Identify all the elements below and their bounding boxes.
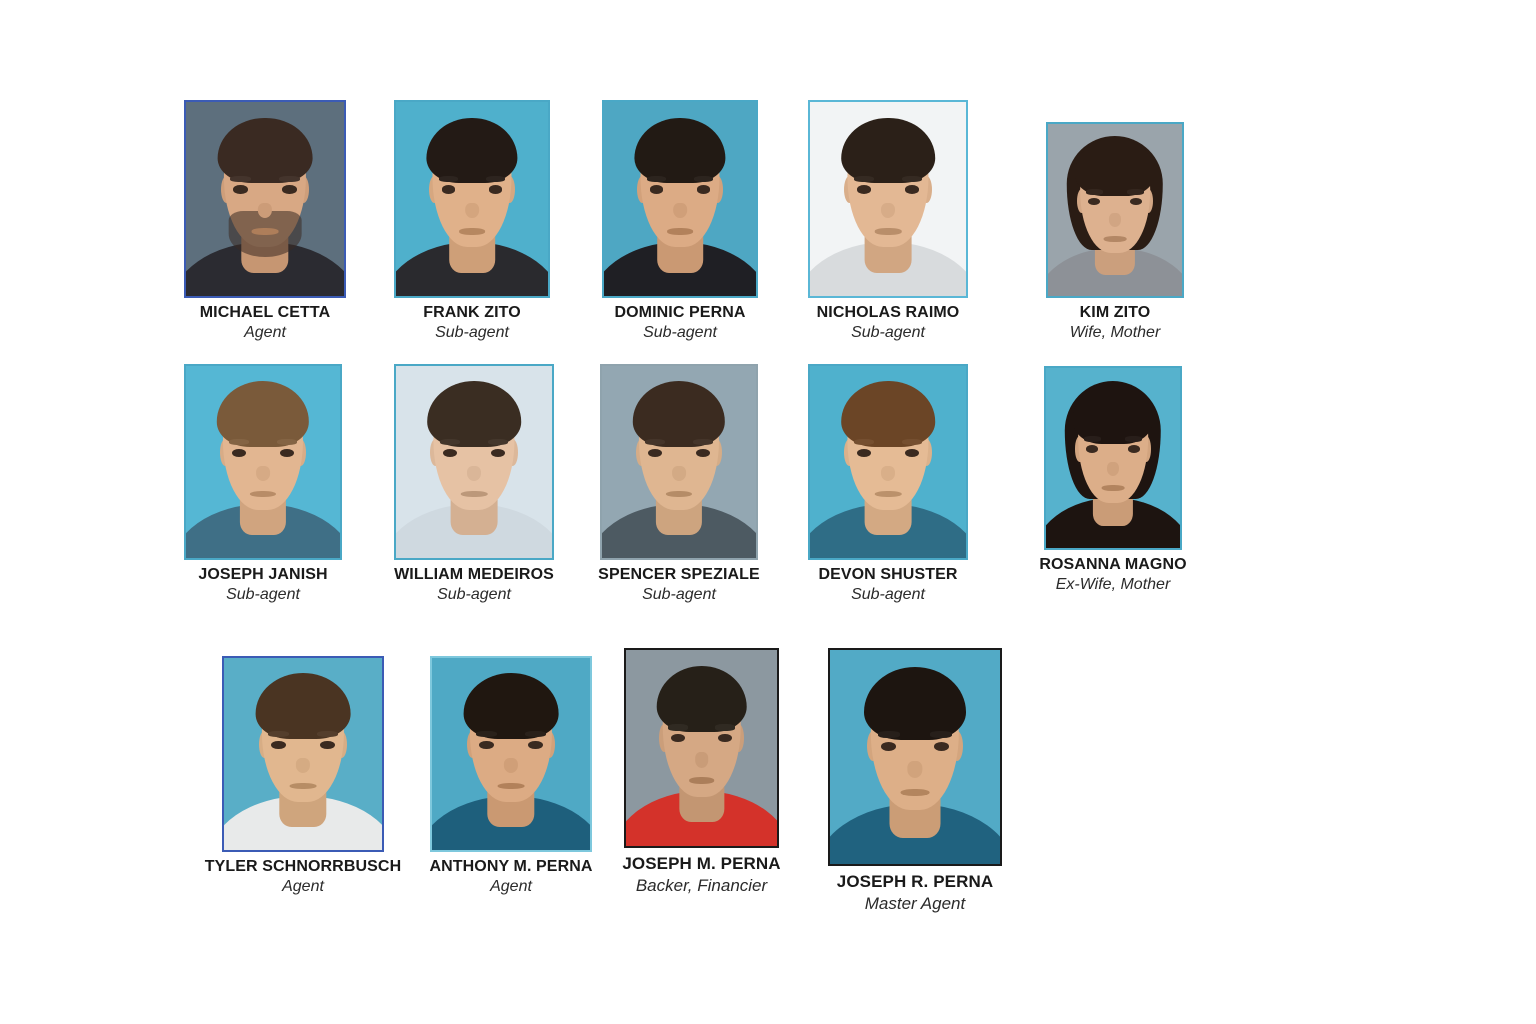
person-name: MICHAEL CETTA <box>199 304 331 321</box>
person-card <box>778 100 998 343</box>
mugshot-photo <box>624 648 779 848</box>
person-name: ROSANNA MAGNO <box>1039 556 1187 573</box>
person-card <box>400 656 622 897</box>
mugshot-photo <box>430 656 592 852</box>
person-role: Sub-agent <box>226 586 300 604</box>
person-card <box>154 364 372 605</box>
person-name: DEVON SHUSTER <box>818 566 958 583</box>
mugshot-photo <box>394 100 550 298</box>
person-role: Sub-agent <box>437 586 511 604</box>
person-role: Agent <box>490 878 532 896</box>
mugshot-photo <box>184 100 346 298</box>
person-role: Ex-Wife, Mother <box>1055 576 1171 594</box>
person-role: Sub-agent <box>435 324 509 342</box>
mugshot-photo <box>1044 366 1182 550</box>
person-role: Agent <box>244 324 286 342</box>
mugshot-photo <box>222 656 384 852</box>
person-name: KIM ZITO <box>1079 304 1151 321</box>
mugshot-photo <box>808 100 968 298</box>
mugshot-photo <box>1046 122 1184 298</box>
person-name: NICHOLAS RAIMO <box>816 304 960 321</box>
mugshot-photo <box>808 364 968 560</box>
person-role: Sub-agent <box>851 586 925 604</box>
person-card <box>594 648 809 895</box>
person-name: ANTHONY M. PERNA <box>429 858 593 875</box>
mugshot-photo <box>602 100 758 298</box>
person-role: Sub-agent <box>851 324 925 342</box>
mugshot-photo <box>600 364 758 560</box>
person-name: JOSEPH M. PERNA <box>622 854 781 873</box>
person-name: FRANK ZITO <box>423 304 521 321</box>
mugshot-photo <box>184 364 342 560</box>
person-role: Agent <box>282 878 324 896</box>
person-card <box>154 100 376 343</box>
person-name: SPENCER SPEZIALE <box>598 566 760 583</box>
person-role: Backer, Financier <box>635 875 768 895</box>
person-card <box>572 100 788 343</box>
person-card <box>364 364 584 605</box>
person-role: Sub-agent <box>643 324 717 342</box>
person-card <box>364 100 580 343</box>
person-card <box>192 656 414 897</box>
person-card <box>778 364 998 605</box>
person-card <box>570 364 788 605</box>
mugshot-photo <box>394 364 554 560</box>
person-name: WILLIAM MEDEIROS <box>394 566 554 583</box>
person-card <box>1014 366 1212 595</box>
person-name: DOMINIC PERNA <box>614 304 746 321</box>
person-role: Wife, Mother <box>1069 324 1161 342</box>
person-name: TYLER SCHNORRBUSCH <box>204 858 402 875</box>
person-name: JOSEPH JANISH <box>198 566 328 583</box>
person-card <box>798 648 1032 913</box>
person-role: Master Agent <box>864 893 966 913</box>
person-role: Sub-agent <box>642 586 716 604</box>
person-card <box>1016 122 1214 343</box>
mugshot-photo <box>828 648 1002 866</box>
person-name: JOSEPH R. PERNA <box>836 872 994 891</box>
